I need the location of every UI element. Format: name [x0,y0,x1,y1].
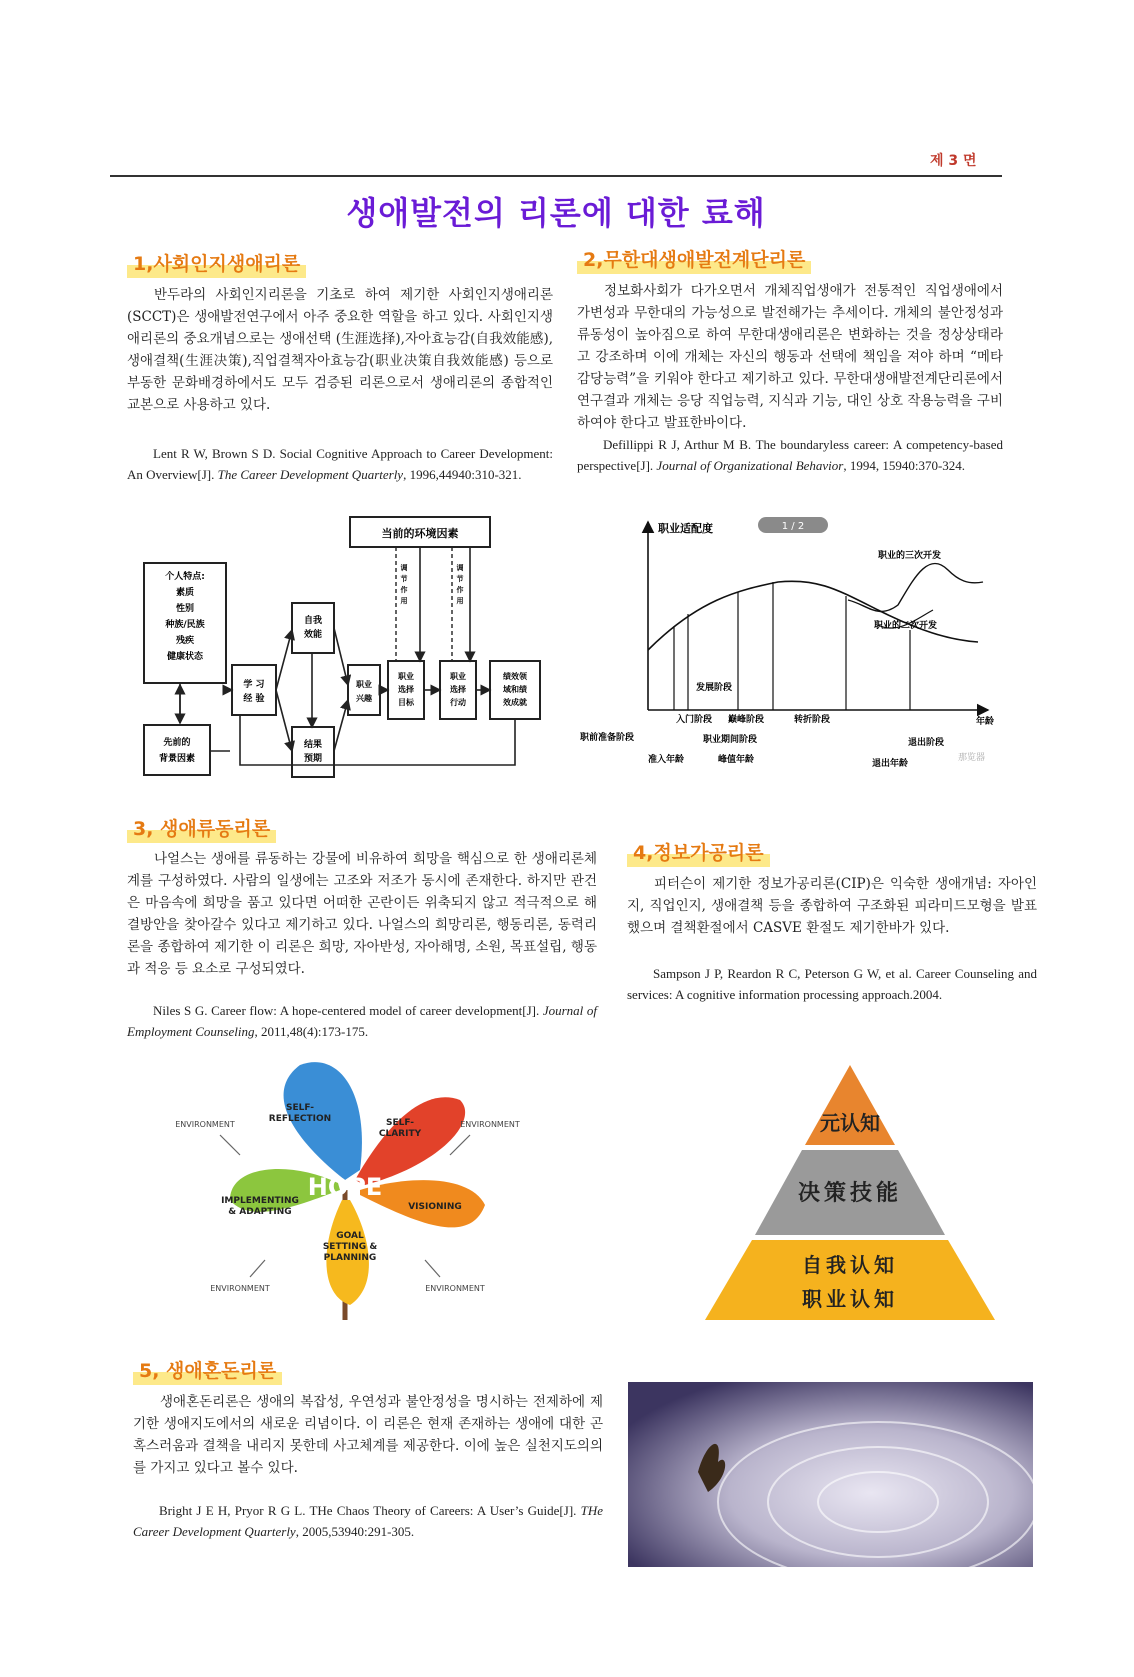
scct-interest-1: 兴趣 [356,694,372,703]
section-ref-3 [127,1000,597,1042]
scct-personal-5: 健康状态 [166,652,204,662]
chart-exit: 退出阶段 [908,738,945,748]
scct-mod1-1: 节 [400,575,408,583]
chart-entry-age: 准入年龄 [648,755,685,765]
petal-label-9: & ADAPTING [228,1207,292,1217]
scct-personal-1: 素质 [175,588,195,598]
scct-learning-1: 经 验 [243,694,265,704]
chaos-swirl-image [628,1382,1033,1567]
petal-label-4: VISIONING [408,1202,462,1212]
hope-pinwheel [150,1055,550,1320]
chart-mid: 职业期间阶段 [703,735,758,745]
ref-3-tail: , 2011,48(4):173-175. [254,1024,369,1039]
section-ref-2 [577,434,1003,476]
section-body-5 [133,1391,603,1479]
scct-learning-0: 学 习 [243,680,265,690]
page-title: 생애발전의 리론에 대한 료해 [346,194,766,232]
scct-perf-0: 绩效领 [503,672,527,681]
pyramid-top: 元认知 [820,1111,880,1135]
scct-personal-4: 残疾 [175,636,195,646]
ref-2-tail: , 1994, 15940:370-324. [843,458,966,473]
ref-3-text: Niles S G. Career flow: A hope-centered model of career development[J]. [153,1003,543,1018]
section-heading-4: 4,정보가공리론 [627,838,770,867]
scct-outcome-1: 预期 [303,754,323,764]
scct-background-0: 先前的 [163,738,191,748]
chart-prep: 职前准备阶段 [580,733,635,743]
cip-pyramid [660,1060,1040,1320]
ref-1-journal: The Career Development Quarterly [217,467,404,482]
petal-label-1: REFLECTION [268,1114,332,1124]
petal-label-3: CLARITY [378,1129,422,1139]
env-label-tr: ENVIRONMENT [460,1120,520,1129]
scct-efficacy-0: 自我 [303,616,323,626]
ref-5-text: Bright J E H, Pryor R G L. THe Chaos Theory of Careers: A User’s Guide[J]. [159,1503,581,1518]
scct-env-label: 当前的环境因素 [381,527,459,540]
env-label-br: ENVIRONMENT [425,1284,485,1293]
scct-personal-0: 个人特点: [165,572,205,582]
scct-goal-1: 选择 [398,685,414,694]
scct-mod2-0: 调 [456,564,464,572]
scct-mod1-0: 调 [400,564,408,572]
chart-ylabel: 职业适配度 [658,522,713,535]
scct-goal-0: 职业 [398,672,414,681]
chart-entry: 入门阶段 [676,715,713,725]
hope-center: HOPE [307,1173,383,1201]
env-label-bl: ENVIRONMENT [210,1284,270,1293]
pyramid-bottom-2: 职业认知 [802,1287,898,1311]
scct-mod1-3: 用 [400,597,408,605]
section-heading-2: 2,무한대생애발전계단리론 [577,245,811,274]
chart-third-dev: 职业的三次开发 [878,551,942,561]
petal-label-2: SELF- [386,1118,414,1128]
petal-label-7: PLANNING [323,1253,377,1263]
career-stage-chart [578,510,1018,770]
scct-background-1: 背景因素 [158,754,196,764]
chart-page-badge: 1 / 2 [781,521,805,532]
scct-personal-2: 性别 [175,604,195,614]
petal-label-0: SELF- [286,1103,314,1113]
ref-1-tail: , 1996,44940:310-321. [403,467,522,482]
ref-1-text: Lent R W, Brown S D. Social Cognitive Approach to Career Development: An Overview[J]. [127,446,553,482]
scct-outcome-0: 结果 [303,740,323,750]
ref-5-journal: THe Career Development Quarterly [133,1503,603,1539]
section-body-3 [127,848,597,980]
petal-label-8: IMPLEMENTING [221,1196,299,1206]
chart-turn: 转折阶段 [794,715,831,725]
ref-4-text: Sampson J P, Reardon R C, Peterson G W, et al. Career Counseling and services: A cognitive information processing approach.2004. [627,966,1037,1002]
pyramid-bottom-1: 自我认知 [802,1253,898,1277]
page-number: 제 3 면 [930,153,977,169]
section-heading-1: 1,사회인지생애리론 [127,249,306,278]
scct-perf-1: 域和绩 [503,685,527,694]
chart-peak: 巅峰阶段 [728,715,765,725]
pyramid-mid: 决策技能 [797,1181,903,1206]
petal-label-6: SETTING & [322,1242,378,1252]
scct-mod2-2: 作 [456,586,464,594]
section-heading-5: 5, 생애혼돈리론 [133,1356,282,1385]
petal-label-5: GOAL [336,1231,364,1241]
section-body-1 [127,284,553,416]
chart-watermark: 那览器 [958,753,986,763]
section-ref-5 [133,1500,603,1542]
section-body-2-text: 정보화사회가 다가오면서 개체직업생애가 전통적인 직업생애에서 가변성과 무한대의 가능성으로 발전해가는 추세이다. 개체의 불안정성과 류동성이 높아짐으로 하여 무한대생애리론은 변화하는 것을 정상상태라고 강조하며 이에 개체는 자신의 행동과 선택에 책임을 져야 하며 “메타감당능력”을 키워야 한다고 제기하고 있다. 무한대생애발전계단리론에서 연구결과 개체는 응당 직업능력, 지식과 기능, 대인 상호 작용능력을 구비하여야 한다고 발표한바이다. [577,283,1003,431]
scct-personal-3: 种族/民族 [165,620,205,630]
chart-develop: 发展阶段 [696,683,733,693]
section-body-2 [577,280,1003,434]
chart-xlabel: 年龄 [976,717,995,727]
env-label-tl: ENVIRONMENT [175,1120,235,1129]
chart-second-dev: 职业的二次开发 [874,621,938,631]
section-body-4 [627,873,1037,939]
chart-peak-age: 峰值年龄 [718,755,755,765]
chart-exit-age: 退出年龄 [872,759,909,769]
scct-mod1-2: 作 [400,586,408,594]
ref-2-journal: Journal of Organizational Behavior [656,458,844,473]
scct-action-2: 行动 [450,698,466,707]
scct-diagram [140,515,560,785]
scct-perf-2: 效成就 [503,698,527,707]
section-ref-1 [127,443,553,485]
scct-goal-2: 目标 [398,698,414,707]
section-body-4-text: 피터슨이 제기한 정보가공리론(CIP)은 익숙한 생애개념: 자아인지, 직업인지, 생애결책 등을 종합하여 구조화된 피라미드모형을 발표했으며 결책환절에서 CASVE 환절도 제기한바가 있다. [627,876,1037,936]
section-heading-3: 3, 생애류동리론 [127,814,276,843]
scct-efficacy-1: 效能 [303,630,323,640]
scct-mod2-3: 用 [456,597,464,605]
scct-action-0: 职业 [450,672,466,681]
scct-interest-0: 职业 [356,680,372,689]
scct-action-1: 选择 [450,685,466,694]
ref-3-journal: Journal of Employment Counseling [127,1003,597,1039]
section-ref-4 [627,963,1037,1005]
ref-2-text: Defillippi R J, Arthur M B. The boundaryless career: A competency-based perspective[J]. [577,437,1003,473]
ref-5-tail: , 2005,53940:291-305. [295,1524,415,1539]
section-body-3-text: 나얼스는 생애를 류동하는 강물에 비유하여 희망을 핵심으로 한 생애리론체계를 구성하였다. 사람의 일생에는 고조와 저조가 동시에 존재한다. 하지만 관건은 마음속에 희망을 품고 있다면 어떠한 곤란이든 위축되지 않고 적극적으로 해결방안을 찾아갈수 있다고 제기하고 있다. 나얼스의 희망리론, 행동리론, 동력리론을 종합하여 제기한 이 리론은 희망, 자아반성, 자아해명, 소원, 목표설립, 행동과 적응 등 요소로 구성되였다. [127,851,597,977]
scct-mod2-1: 节 [456,575,464,583]
header-rule [110,175,1002,177]
section-body-1-text: 반두라의 사회인지리론을 기초로 하여 제기한 사회인지생애리론(SCCT)은 생애발전연구에서 아주 중요한 역할을 하고 있다. 사회인지생애리론의 중요개념으로는 생애선택 (生涯选择),자아효능감(自我效能感),생애결책(生涯决策),직업결책자아효능감(职业决策自我效能感) 등으로 부동한 문화배경하에서도 모두 검증된 리론으로서 생애리론의 종합적인 교본으로 사용하고 있다. [127,287,553,413]
section-body-5-text: 생애혼돈리론은 생애의 복잡성, 우연성과 불안정성을 명시하는 전제하에 제기한 생애지도에서의 새로운 리념이다. 이 리론은 현재 존재하는 생애에 대한 곤혹스러움과 결책을 내리지 못한데 사고체계를 제공한다. 이에 높은 실천지도의의를 가지고 있다고 볼수 있다. [133,1394,603,1476]
